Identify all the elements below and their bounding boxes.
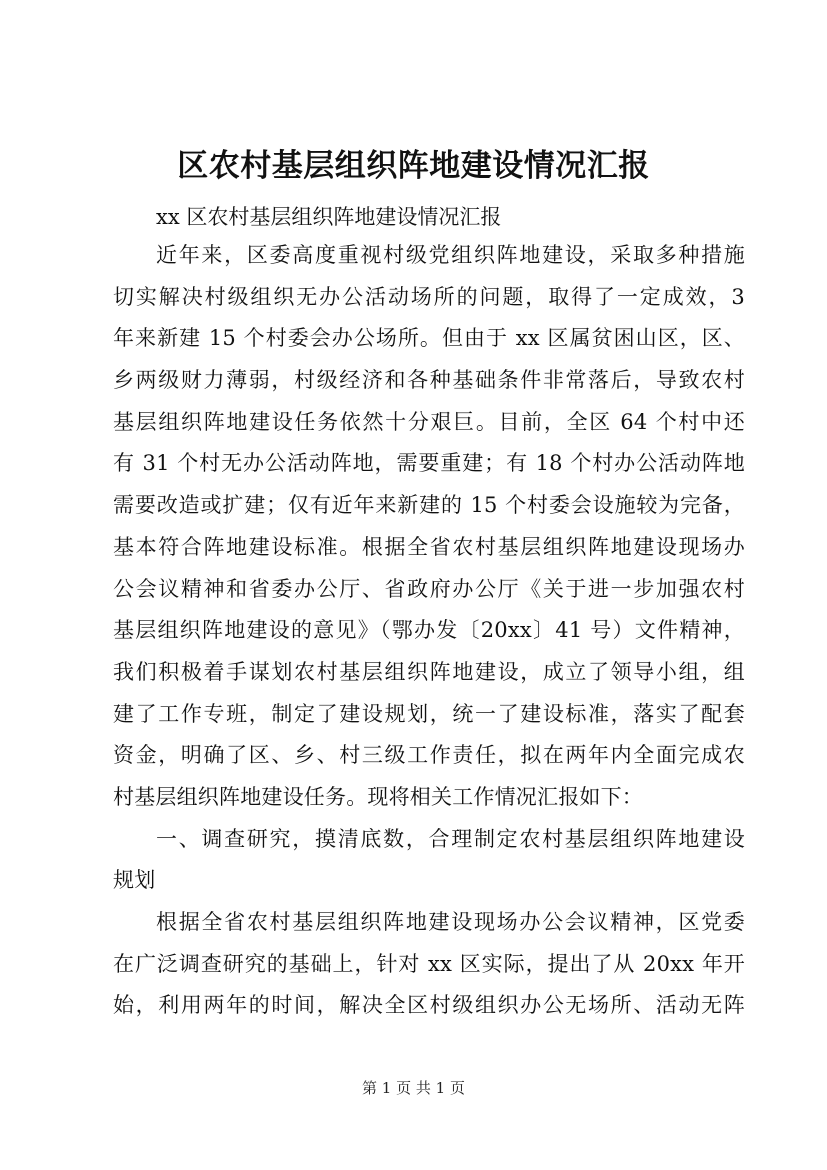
document-body	[113, 235, 745, 1027]
paragraph-line: 基层组织阵地建设任务依然十分艰巨。目前，全区 64 个村中还	[113, 409, 745, 434]
paragraph-line: 乡两级财力薄弱，村级经济和各种基础条件非常落后，导致农村	[113, 368, 745, 393]
section-heading-line: 规划	[113, 868, 156, 893]
paragraph-line: 近年来，区委高度重视村级党组织阵地建设，采取多种措施	[156, 243, 745, 267]
paragraph-line: 始，利用两年的时间，解决全区村级组织办公无场所、活动无阵	[113, 993, 745, 1018]
paragraph-line: 年来新建 15 个村委会办公场所。但由于 xx 区属贫困山区，区、	[113, 326, 745, 351]
paragraph-line: 建了工作专班，制定了建设规划，统一了建设标准，落实了配套	[113, 701, 745, 726]
page-footer: 第 1 页 共 1 页	[362, 1079, 465, 1097]
paragraph-line: 基层组织阵地建设的意见》（鄂办发〔20xx〕41 号）文件精神，	[113, 618, 745, 643]
paragraph-line: 村基层组织阵地建设任务。现将相关工作情况汇报如下：	[113, 784, 643, 809]
paragraph-line: 有 31 个村无办公活动阵地，需要重建；有 18 个村办公活动阵地	[113, 451, 745, 476]
paragraph-line: 在广泛调查研究的基础上，针对 xx 区实际，提出了从 20xx 年开	[113, 951, 745, 976]
section-heading-line: 一、调查研究，摸清底数，合理制定农村基层组织阵地建设	[156, 826, 745, 851]
paragraph-line: 资金，明确了区、乡、村三级工作责任，拟在两年内全面完成农	[113, 743, 745, 768]
paragraph-line: 基本符合阵地建设标准。根据全省农村基层组织阵地建设现场办	[113, 534, 745, 559]
paragraph-line: 切实解决村级组织无办公活动场所的问题，取得了一定成效，3	[113, 284, 745, 309]
document-title: 区农村基层组织阵地建设情况汇报	[177, 148, 650, 184]
paragraph-line: 我们积极着手谋划农村基层组织阵地建设，成立了领导小组，组	[113, 659, 745, 684]
paragraph-line: 公会议精神和省委办公厅、省政府办公厅《关于进一步加强农村	[113, 576, 745, 601]
document-subtitle: xx 区农村基层组织阵地建设情况汇报	[156, 205, 502, 229]
paragraph-line: 需要改造或扩建；仅有近年来新建的 15 个村委会设施较为完备，	[113, 493, 745, 518]
paragraph-line: 根据全省农村基层组织阵地建设现场办公会议精神，区党委	[156, 910, 745, 934]
